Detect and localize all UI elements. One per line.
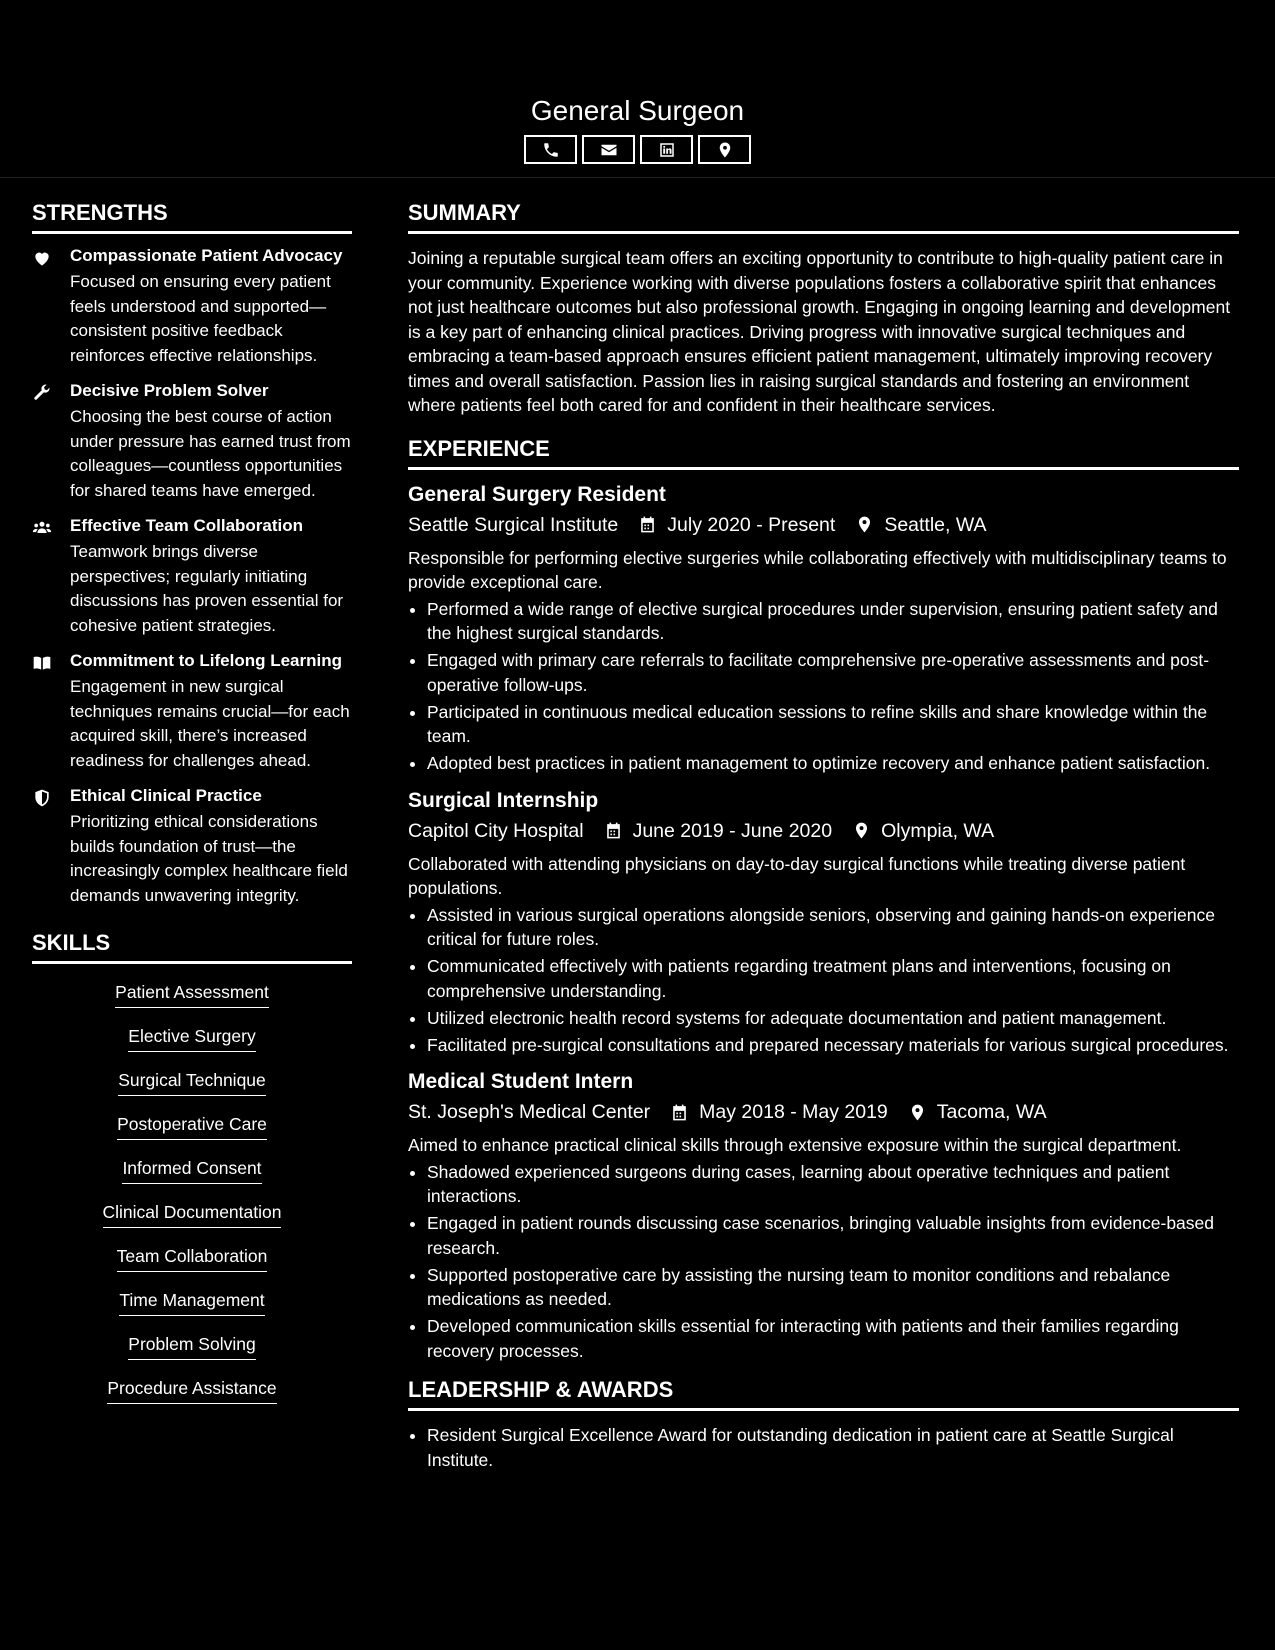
job-entry [408, 1069, 1239, 1363]
job-entry [408, 788, 1239, 1058]
job-description: Aimed to enhance practical clinical skills through extensive exposure within the surgical department. [408, 1135, 1182, 1155]
phone-icon [542, 141, 560, 159]
list-item: • Adopted best practices in patient management to optimize recovery and enhance patient satisfaction. [427, 751, 1239, 776]
location-icon [852, 821, 871, 840]
location-icon [855, 515, 874, 534]
calendar-icon [638, 515, 657, 534]
job-title: Medical Student Intern [408, 1070, 634, 1093]
resume-body [0, 178, 1275, 1475]
job-bullets [408, 1160, 1239, 1364]
page-title: General Surgeon [530, 95, 745, 126]
strength-item [32, 651, 352, 773]
strength-title: Effective Team Collaboration [70, 516, 304, 535]
skill-tag: Patient Assessment [115, 980, 269, 1008]
linkedin-icon [658, 141, 676, 159]
strength-description: Prioritizing ethical considerations builds foundation of trust—the increasingly complex healthcare field demands unwavering integrity. [70, 812, 348, 905]
job-title: Surgical Internship [408, 788, 599, 812]
job-dates: May 2018 - May 2019 [699, 1101, 888, 1123]
job-dates: July 2020 - Present [667, 513, 836, 536]
left-column [32, 178, 352, 1475]
calendar-icon [670, 1103, 689, 1122]
strength-description: Teamwork brings diverse perspectives; regularly initiating discussions has proven essential for cohesive patient strategies. [70, 542, 344, 635]
linkedin-button[interactable] [640, 135, 693, 164]
skills-heading: SKILLS [32, 930, 352, 964]
strengths-heading: STRENGTHS [32, 200, 352, 234]
skill-tag: Postoperative Care [117, 1112, 267, 1140]
strength-title: Compassionate Patient Advocacy [70, 246, 343, 265]
list-item: • Performed a wide range of elective surgical procedures under supervision, ensuring patient safety and the highest surgical standards. [427, 597, 1239, 646]
job-location: Seattle, WA [884, 513, 987, 536]
skill-tag: Informed Consent [122, 1156, 261, 1184]
job-title: General Surgery Resident [408, 482, 666, 506]
strength-title: Commitment to Lifelong Learning [70, 651, 342, 670]
job-location: Olympia, WA [881, 819, 995, 842]
list-item: • Resident Surgical Excellence Award for outstanding dedication in patient care at Seattle Surgical Institute. [427, 1423, 1239, 1472]
list-item: • Developed communication skills essential for interacting with patients and their families regarding recovery processes. [427, 1314, 1239, 1363]
resume-header [0, 0, 1275, 178]
heart-icon [32, 248, 52, 268]
list-item: • Communicated effectively with patients regarding treatment plans and interventions, focusing on comprehensive understanding. [427, 954, 1239, 1003]
shield-icon [32, 788, 52, 808]
skill-tag: Time Management [119, 1288, 264, 1316]
location-icon [716, 141, 734, 159]
strength-item [32, 381, 352, 503]
skill-tag: Team Collaboration [117, 1244, 268, 1272]
phone-button[interactable] [524, 135, 577, 164]
strength-title: Ethical Clinical Practice [70, 786, 262, 805]
strength-description: Engagement in new surgical techniques remains crucial—for each acquired skill, there’s increased readiness for challenges ahead. [70, 677, 350, 770]
job-meta [408, 510, 1239, 540]
job-meta [408, 1097, 1239, 1127]
contact-bar [524, 135, 751, 164]
leadership-heading: LEADERSHIP & AWARDS [408, 1377, 1239, 1411]
job-dates: June 2019 - June 2020 [632, 819, 833, 842]
job-meta [408, 816, 1239, 846]
location-button[interactable] [698, 135, 751, 164]
strength-item [32, 246, 352, 368]
summary-text: Joining a reputable surgical team offers an exciting opportunity to contribute to high-quality patient care in your community. Experience working with diverse populations fosters a collaborative spirit that enhances not just healthcare outcomes but also professional growth. Engaging in ongoing learning and development is a key part of enhancing clinical practices. Driving progress with innovative surgical techniques and embracing a team-based approach ensures efficient patient management, ultimately improving recovery times and overall satisfaction. Passion lies in raising surgical standards and fostering an environment where patients feel both cared for and confident in their healthcare services. [408, 248, 1231, 415]
skill-tag: Surgical Technique [118, 1068, 266, 1096]
list-item: • Assisted in various surgical operations alongside seniors, observing and gaining hands-on experience critical for future roles. [427, 903, 1239, 952]
list-item: • Facilitated pre-surgical consultations and prepared necessary materials for various surgical procedures. [427, 1033, 1239, 1058]
strength-title: Decisive Problem Solver [70, 381, 269, 400]
company-name: Capitol City Hospital [408, 819, 584, 842]
awards-list [408, 1423, 1239, 1472]
summary-heading: SUMMARY [408, 200, 1239, 234]
calendar-icon [604, 821, 623, 840]
job-bullets [408, 903, 1239, 1058]
company-name: Seattle Surgical Institute [408, 513, 619, 536]
right-column [408, 178, 1239, 1475]
strength-item [32, 786, 352, 908]
list-item: • Utilized electronic health record systems for adequate documentation and patient management. [427, 1006, 1239, 1031]
skill-tag: Problem Solving [128, 1332, 255, 1360]
list-item: • Shadowed experienced surgeons during cases, learning about operative techniques and patient interactions. [427, 1160, 1239, 1209]
book-icon [32, 653, 52, 673]
job-entry [408, 482, 1239, 776]
email-icon [600, 141, 618, 159]
job-description: Collaborated with attending physicians on day-to-day surgical functions while treating diverse patient populations. [408, 853, 1186, 898]
list-item: • Engaged in patient rounds discussing case scenarios, bringing valuable insights from evidence-based research. [427, 1211, 1239, 1260]
list-item: • Participated in continuous medical education sessions to refine skills and share knowledge within the team. [427, 700, 1239, 749]
skills-list [32, 976, 352, 1420]
job-location: Tacoma, WA [936, 1101, 1047, 1123]
strength-description: Focused on ensuring every patient feels understood and supported—consistent positive feedback reinforces effective relationships. [70, 272, 331, 365]
skill-tag: Clinical Documentation [103, 1200, 282, 1228]
strength-item [32, 516, 352, 638]
experience-heading: EXPERIENCE [408, 436, 1239, 470]
list-item: • Engaged with primary care referrals to facilitate comprehensive pre-operative assessments and post-operative follow-ups. [427, 648, 1239, 697]
job-description: Responsible for performing elective surgeries while collaborating effectively with multidisciplinary teams to provide exceptional care. [408, 547, 1227, 592]
list-item: • Supported postoperative care by assisting the nursing team to monitor conditions and rebalance medications as needed. [427, 1263, 1239, 1312]
location-icon [908, 1103, 927, 1122]
job-bullets [408, 597, 1239, 776]
skill-tag: Elective Surgery [128, 1024, 255, 1052]
company-name: St. Joseph's Medical Center [408, 1101, 651, 1123]
wrench-icon [32, 383, 52, 403]
email-button[interactable] [582, 135, 635, 164]
users-icon [32, 518, 52, 538]
skill-tag: Procedure Assistance [107, 1376, 276, 1404]
strength-description: Choosing the best course of action under pressure has earned trust from colleagues—countless opportunities for shared teams have emerged. [70, 407, 351, 500]
